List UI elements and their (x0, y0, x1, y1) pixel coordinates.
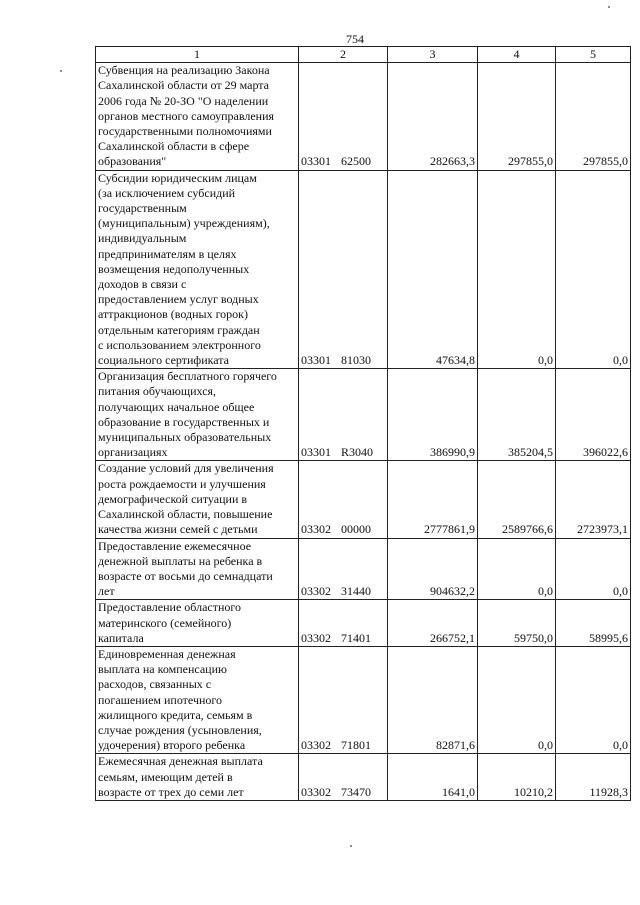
row-value-col5: 297855,0 (556, 63, 631, 170)
row-name: Единовременная денежная выплата на компенсацию расходов, связанных с погашением ипотечного жилищного кредита, семьям в случае рождения (усыновления, удочерения) второго ребенка (96, 646, 299, 753)
code-type: 00000 (341, 522, 371, 537)
row-value-col4: 59750,0 (478, 600, 556, 647)
row-value-col5: 0,0 (556, 538, 631, 600)
row-value-col4: 0,0 (478, 538, 556, 600)
row-value-col5: 2723973,1 (556, 461, 631, 538)
table-row (96, 170, 631, 369)
row-value-col5: 58995,6 (556, 600, 631, 647)
code-section: 03302 (301, 738, 331, 753)
table-row (96, 646, 631, 753)
code-section: 03302 (301, 784, 331, 799)
table-row (96, 538, 631, 600)
code-type: 73470 (341, 784, 371, 799)
table-row (96, 369, 631, 461)
header-col-5: 5 (556, 47, 631, 63)
scan-speck (60, 70, 62, 72)
row-codes (299, 754, 388, 801)
row-value-col3: 266752,1 (388, 600, 478, 647)
row-value-col4: 0,0 (478, 646, 556, 753)
row-name: Ежемесячная денежная выплата семьям, имеющим детей в возрасте от трех до семи лет (96, 754, 299, 801)
header-col-3: 3 (388, 47, 478, 63)
row-name: Создание условий для увеличения роста рождаемости и улучшения демографической ситуации в Сахалинской области, повышение качества жизни семей с детьми (96, 461, 299, 538)
row-codes (299, 538, 388, 600)
code-type: 71801 (341, 738, 371, 753)
row-name: Организация бесплатного горячего питания обучающихся, получающих начальное общее образование в государственных и муниципальных образовательных организациях (96, 369, 299, 461)
header-col-4: 4 (478, 47, 556, 63)
row-value-col4: 385204,5 (478, 369, 556, 461)
code-type: R3040 (341, 445, 374, 460)
code-section: 03302 (301, 522, 331, 537)
code-type: 62500 (341, 154, 371, 169)
table-row (96, 63, 631, 170)
table-row (96, 461, 631, 538)
scan-speck (608, 6, 610, 8)
row-name: Субвенция на реализацию Закона Сахалинской области от 29 марта 2006 года № 20-ЗО "О наделении органов местного самоуправления государственными полномочиями Сахалинской области в сфере образования" (96, 63, 299, 170)
row-value-col4: 297855,0 (478, 63, 556, 170)
header-col-1: 1 (96, 47, 299, 63)
row-name: Предоставление областного материнского (семейного) капитала (96, 600, 299, 647)
row-value-col3: 904632,2 (388, 538, 478, 600)
row-name: Субсидии юридическим лицам (за исключением субсидий государственным (муниципальным) учреждениям), индивидуальным предпринимателям в целях возмещения недополученных доходов в связи с предоставлением услуг водных аттракционов (водных горок) отдельным категориям граждан с использованием электронного социального сертификата (96, 170, 299, 369)
row-codes (299, 461, 388, 538)
row-value-col3: 47634,8 (388, 170, 478, 369)
code-type: 71401 (341, 630, 371, 645)
table-row (96, 600, 631, 647)
row-value-col4: 0,0 (478, 170, 556, 369)
row-codes (299, 63, 388, 170)
row-value-col3: 282663,3 (388, 63, 478, 170)
code-section: 03301 (301, 154, 331, 169)
scan-speck (350, 845, 352, 847)
row-value-col3: 386990,9 (388, 369, 478, 461)
row-codes (299, 170, 388, 369)
code-section: 03302 (301, 584, 331, 599)
code-section: 03302 (301, 630, 331, 645)
row-codes (299, 369, 388, 461)
code-section: 03301 (301, 445, 331, 460)
row-value-col5: 0,0 (556, 170, 631, 369)
header-row (96, 47, 631, 63)
code-section: 03301 (301, 353, 331, 368)
code-type: 31440 (341, 584, 371, 599)
row-value-col4: 2589766,6 (478, 461, 556, 538)
row-value-col5: 0,0 (556, 646, 631, 753)
row-value-col3: 1641,0 (388, 754, 478, 801)
row-codes (299, 600, 388, 647)
row-value-col4: 10210,2 (478, 754, 556, 801)
page-number: 754 (346, 32, 364, 46)
row-value-col3: 2777861,9 (388, 461, 478, 538)
budget-table (95, 46, 631, 801)
row-value-col5: 396022,6 (556, 369, 631, 461)
header-col-2: 2 (299, 47, 388, 63)
row-codes (299, 646, 388, 753)
row-value-col3: 82871,6 (388, 646, 478, 753)
row-value-col5: 11928,3 (556, 754, 631, 801)
code-type: 81030 (341, 353, 371, 368)
row-name: Предоставление ежемесячное денежной выплаты на ребенка в возрасте от восьми до семнадцати лет (96, 538, 299, 600)
table-row (96, 754, 631, 801)
